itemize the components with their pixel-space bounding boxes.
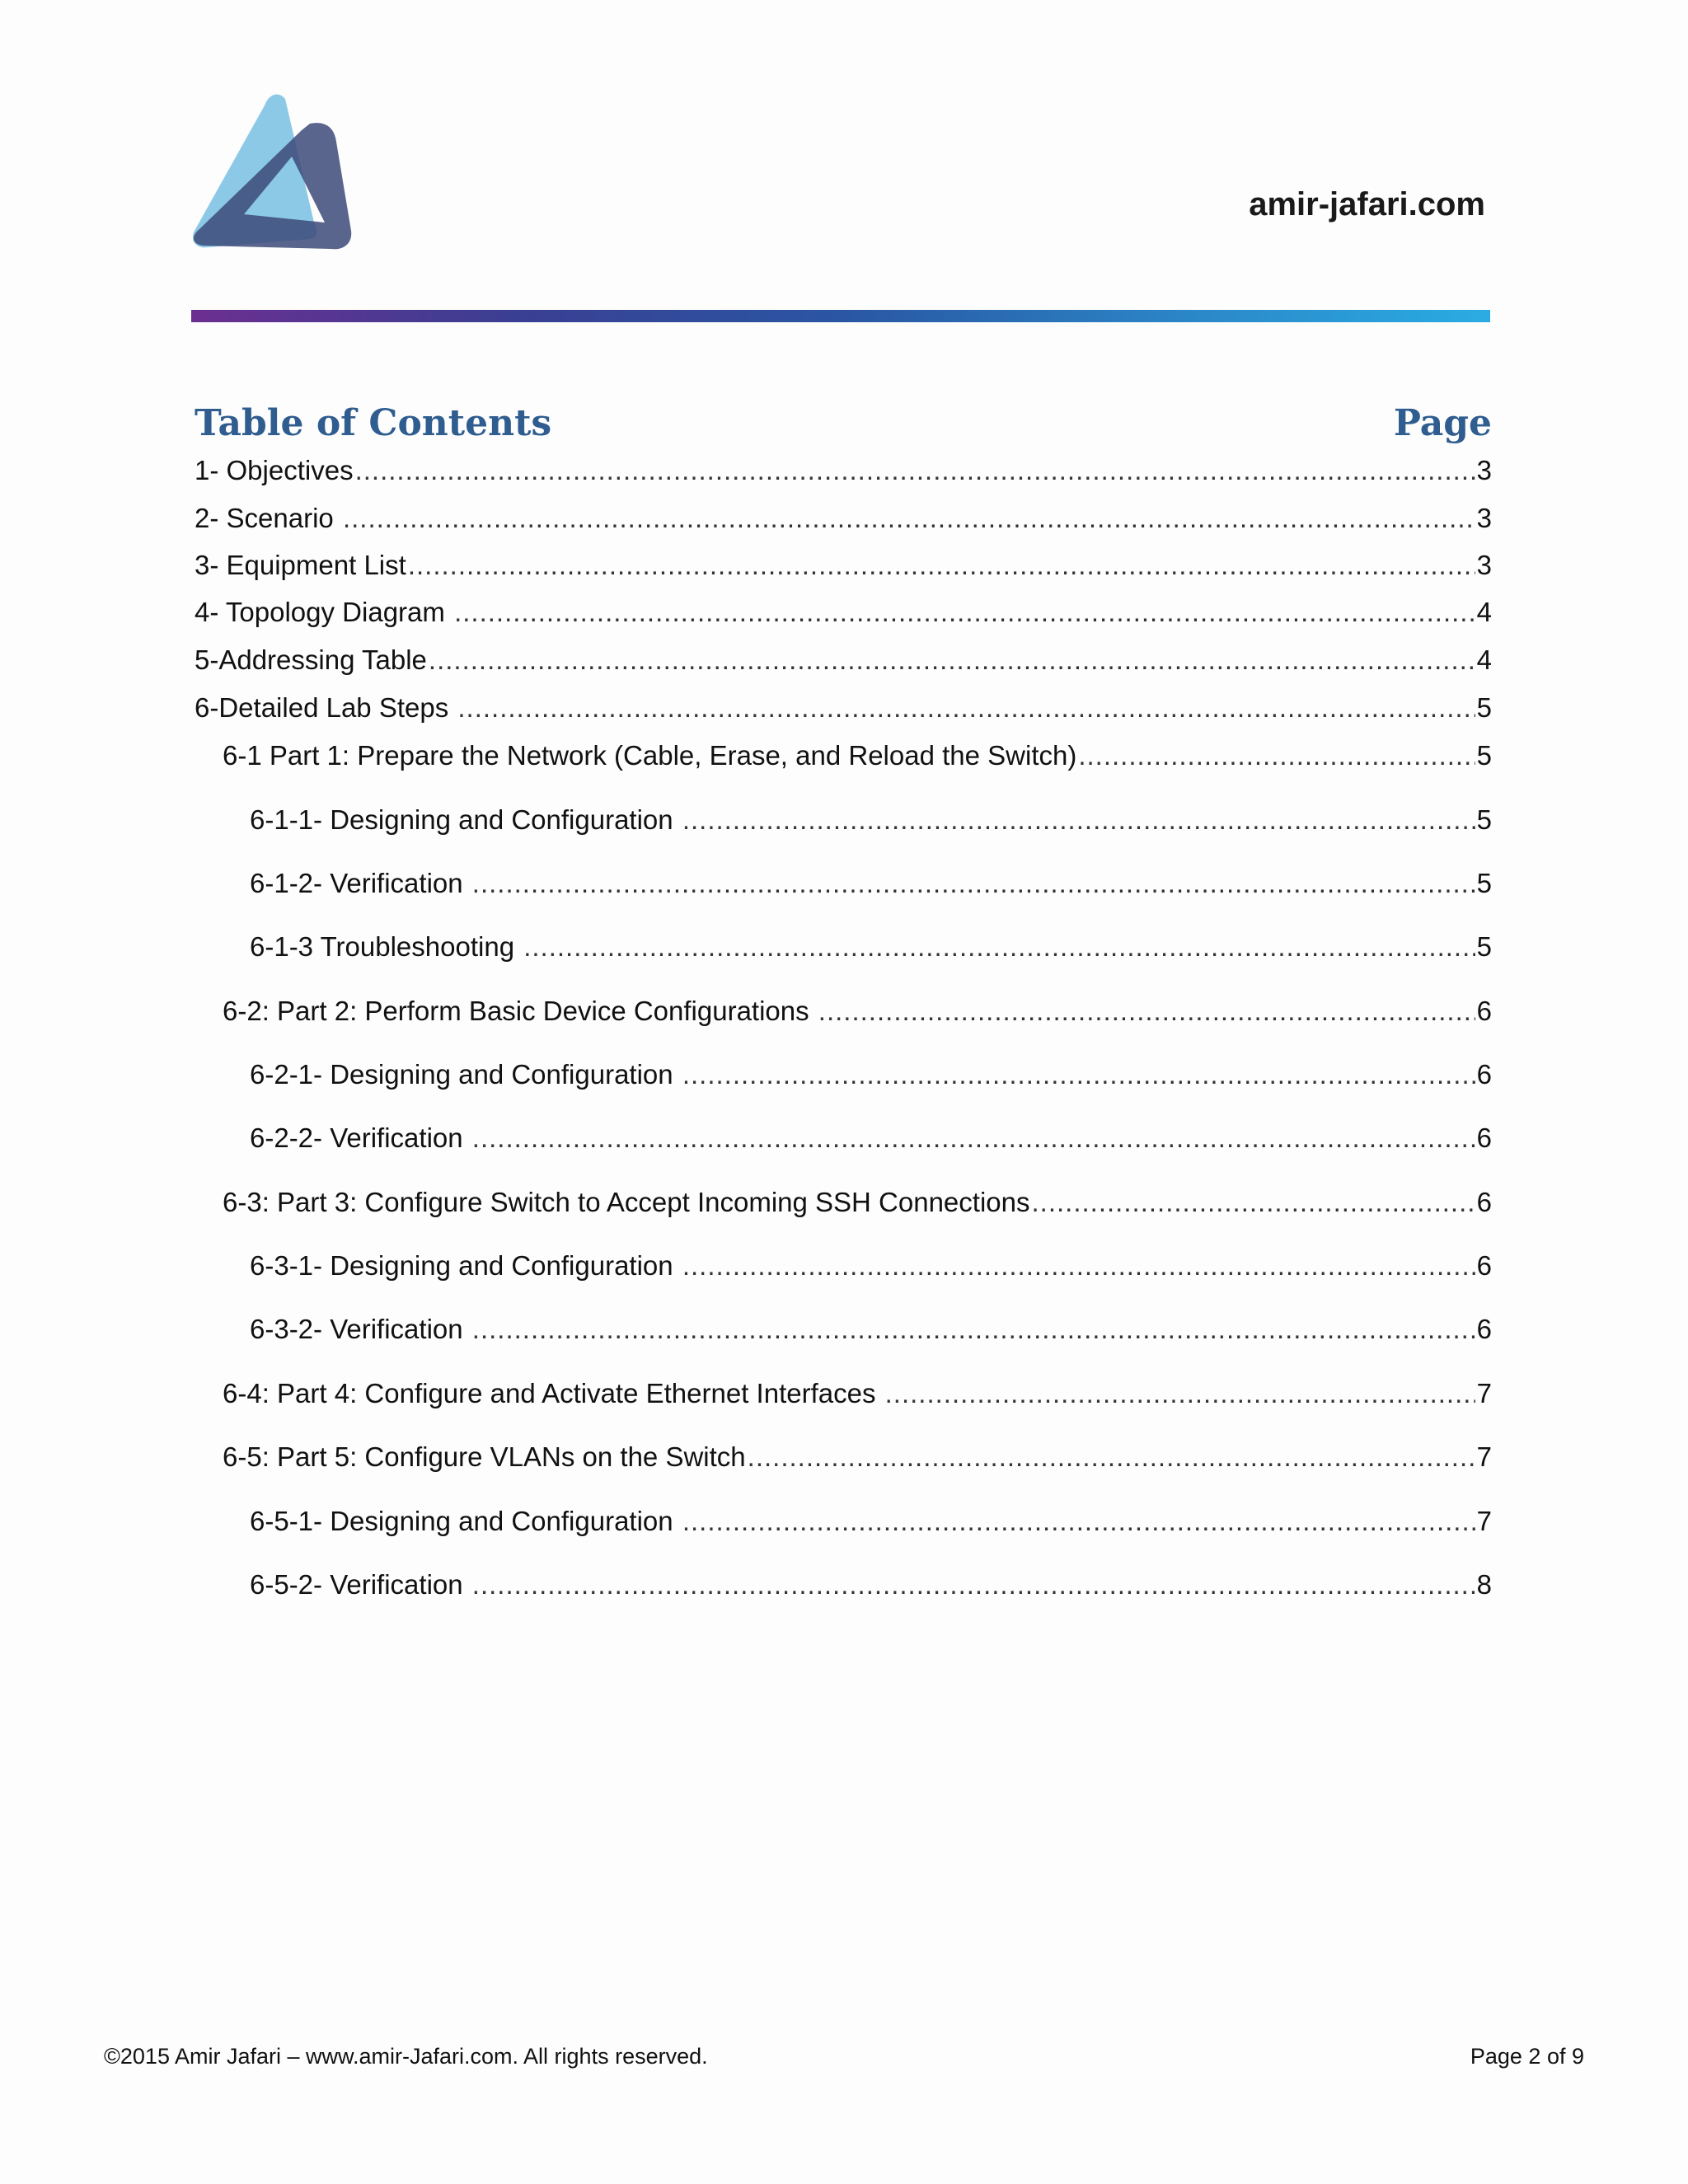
- toc-entry[interactable]: [250, 1314, 1492, 1345]
- toc-entry-page: 7: [1476, 1506, 1492, 1536]
- toc-entry-page: 3: [1476, 455, 1492, 485]
- toc-entry-page: 3: [1476, 550, 1492, 580]
- toc-entry-page: 5: [1476, 931, 1492, 962]
- toc-dot-leader: [682, 1250, 1475, 1282]
- toc-dot-leader: [748, 1441, 1475, 1473]
- toc-entry-label: 6-4: Part 4: Configure and Activate Ethernet Interfaces: [223, 1378, 884, 1408]
- toc-entry[interactable]: [195, 644, 1492, 676]
- toc-entry-page: 5: [1476, 740, 1492, 771]
- toc-entry-label: 6-1-1- Designing and Configuration: [250, 804, 681, 835]
- triangle-logo: [186, 91, 359, 255]
- toc-entry-page: 6: [1476, 1250, 1492, 1281]
- toc-entry-label: 6-2-2- Verification: [250, 1122, 471, 1153]
- toc-entry[interactable]: [223, 1187, 1492, 1218]
- header-rule: [191, 310, 1490, 322]
- toc-entry-label: 6-2: Part 2: Perform Basic Device Configurations: [223, 996, 817, 1026]
- toc-entry-page: 8: [1476, 1569, 1492, 1600]
- toc-entry[interactable]: [223, 1441, 1492, 1473]
- toc-dot-leader: [343, 503, 1475, 534]
- toc-dot-leader: [818, 996, 1475, 1027]
- toc-entry-page: 4: [1476, 644, 1492, 675]
- toc-entry[interactable]: [250, 931, 1492, 963]
- toc-entry-page: 7: [1476, 1378, 1492, 1408]
- toc-dot-leader: [885, 1378, 1475, 1409]
- toc-entry[interactable]: [250, 1250, 1492, 1282]
- toc-entry[interactable]: [250, 868, 1492, 899]
- toc-entry[interactable]: [195, 503, 1492, 534]
- toc-entry-label: 6-1 Part 1: Prepare the Network (Cable, Erase, and Reload the Switch): [223, 740, 1077, 771]
- toc-dot-leader: [472, 1314, 1475, 1345]
- toc-dot-leader: [523, 931, 1475, 963]
- toc-title: Table of Contents: [195, 402, 552, 444]
- toc-entry-page: 6: [1476, 1059, 1492, 1090]
- toc-entry-label: 1- Objectives: [195, 455, 354, 485]
- toc-dot-leader: [682, 1506, 1475, 1537]
- toc-entry-page: 6: [1476, 1187, 1492, 1217]
- toc-entry[interactable]: [195, 455, 1492, 486]
- toc-entry-label: 4- Topology Diagram: [195, 597, 453, 627]
- toc-dot-leader: [1032, 1187, 1475, 1218]
- toc-dot-leader: [472, 1122, 1475, 1154]
- toc-entry-label: 6-3: Part 3: Configure Switch to Accept Incoming SSH Connections: [223, 1187, 1030, 1217]
- toc-entry-page: 5: [1476, 804, 1492, 835]
- toc-entry-label: 2- Scenario: [195, 503, 341, 533]
- toc-entry[interactable]: [223, 996, 1492, 1027]
- toc-entry-page: 6: [1476, 1122, 1492, 1153]
- toc-entry[interactable]: [250, 1059, 1492, 1090]
- toc-entry-label: 6-5-1- Designing and Configuration: [250, 1506, 681, 1536]
- toc-entry[interactable]: [250, 1569, 1492, 1601]
- toc-entry[interactable]: [250, 1122, 1492, 1154]
- toc-entry-page: 6: [1476, 996, 1492, 1026]
- toc-dot-leader: [472, 868, 1475, 899]
- toc-dot-leader: [682, 1059, 1475, 1090]
- site-name: amir-jafari.com: [1249, 186, 1485, 223]
- toc-entry-label: 6-1-3 Troubleshooting: [250, 931, 523, 962]
- toc-entry-page: 5: [1476, 692, 1492, 723]
- toc-entry[interactable]: [195, 692, 1492, 724]
- toc-entry[interactable]: [195, 597, 1492, 628]
- toc-dot-leader: [682, 804, 1475, 836]
- toc-entry[interactable]: [250, 804, 1492, 836]
- toc-entry[interactable]: [223, 740, 1492, 771]
- toc-entry-label: 6-1-2- Verification: [250, 868, 471, 898]
- toc-dot-leader: [1078, 740, 1475, 771]
- toc-entry-page: 4: [1476, 597, 1492, 627]
- footer-page-number: Page 2 of 9: [1470, 2044, 1584, 2069]
- toc-page-label: Page: [1393, 402, 1492, 444]
- toc-entry-label: 6-Detailed Lab Steps: [195, 692, 457, 723]
- footer-copyright: ©2015 Amir Jafari – www.amir-Jafari.com. All rights reserved.: [104, 2044, 708, 2069]
- toc-dot-leader: [457, 692, 1475, 724]
- toc-entry[interactable]: [250, 1506, 1492, 1537]
- toc-dot-leader: [454, 597, 1475, 628]
- toc-entry-label: 5-Addressing Table: [195, 644, 427, 675]
- toc-entry-label: 6-5: Part 5: Configure VLANs on the Switch: [223, 1441, 746, 1472]
- toc-header: [195, 402, 1492, 444]
- toc-entry-label: 6-3-1- Designing and Configuration: [250, 1250, 681, 1281]
- toc-entry-page: 7: [1476, 1441, 1492, 1472]
- toc-entry-label: 6-2-1- Designing and Configuration: [250, 1059, 681, 1090]
- toc-entry-label: 3- Equipment List: [195, 550, 406, 580]
- toc-dot-leader: [355, 455, 1475, 486]
- toc-entry-label: 6-3-2- Verification: [250, 1314, 471, 1344]
- toc-entry-page: 3: [1476, 503, 1492, 533]
- toc-dot-leader: [472, 1569, 1475, 1601]
- toc-entry-page: 5: [1476, 868, 1492, 898]
- toc-dot-leader: [408, 550, 1475, 581]
- toc-entry[interactable]: [195, 550, 1492, 581]
- toc-entry[interactable]: [223, 1378, 1492, 1409]
- toc-entry-label: 6-5-2- Verification: [250, 1569, 471, 1600]
- toc-entry-page: 6: [1476, 1314, 1492, 1344]
- toc-dot-leader: [429, 644, 1475, 676]
